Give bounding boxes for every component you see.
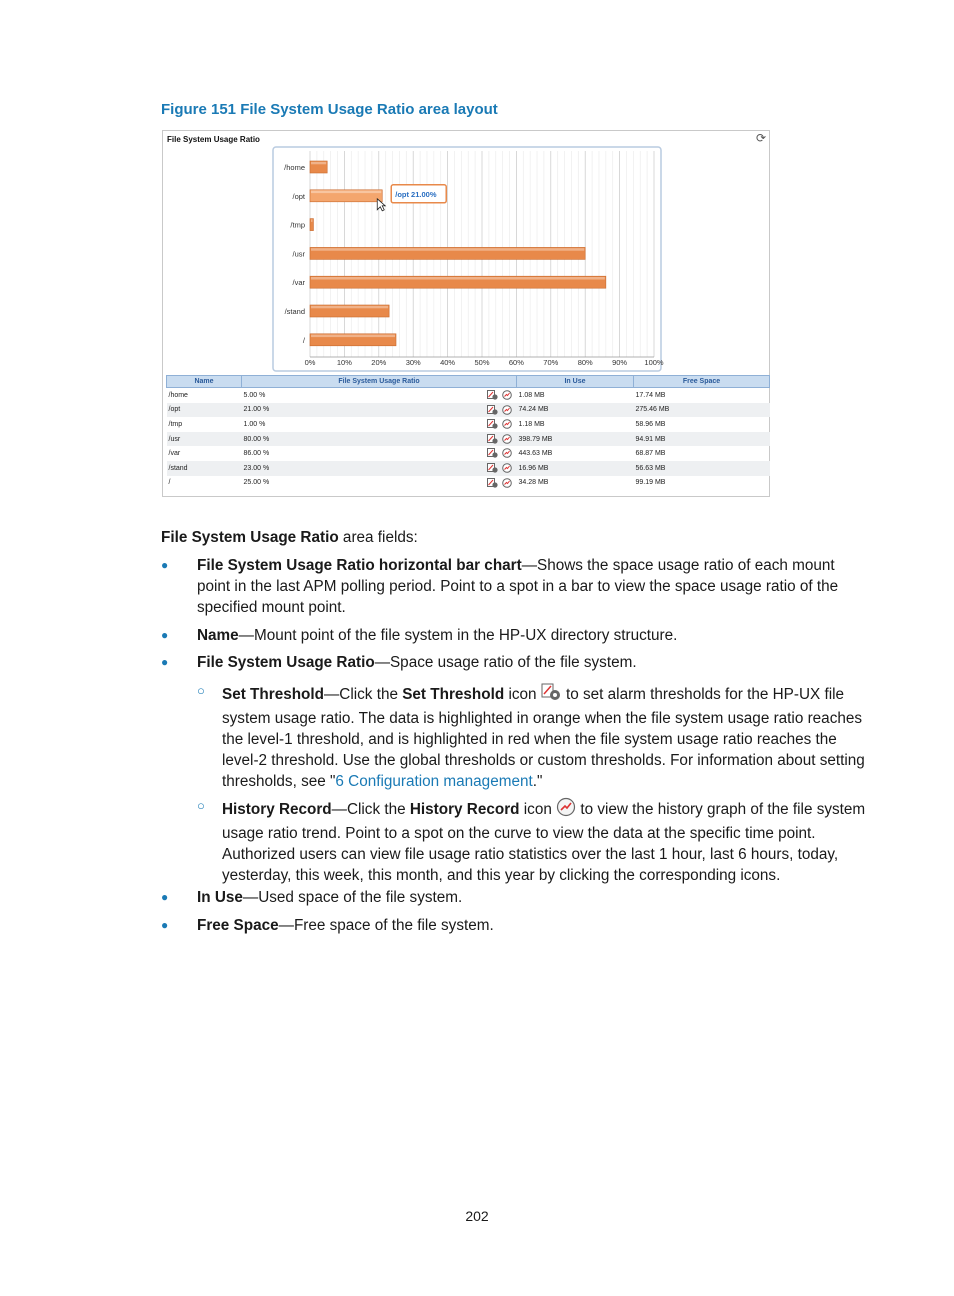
set-threshold-icon[interactable]: [487, 463, 498, 473]
cell-free-space: 56.63 MB: [634, 461, 770, 476]
configuration-management-link[interactable]: 6 Configuration management: [335, 773, 533, 790]
intro-line: [161, 527, 867, 548]
usage-bar-chart: [163, 131, 769, 375]
x-tick-label: 70%: [543, 358, 559, 367]
cell-ratio: [242, 417, 517, 432]
cell-ratio: [242, 388, 517, 403]
bullet-dot: ●: [161, 890, 169, 904]
cell-name: /home: [168, 391, 188, 399]
cell-in-use: 74.24 MB: [517, 403, 634, 418]
bullet-name: [197, 625, 867, 646]
b4-bold: In Use: [197, 889, 243, 906]
y-category-label: /home: [284, 163, 305, 172]
history-record-icon[interactable]: [502, 448, 513, 458]
page-number: 202: [465, 1208, 489, 1224]
s2-mid2: icon: [519, 801, 557, 818]
cell-ratio-value: 1.00 %: [243, 420, 266, 428]
panel-title: File System Usage Ratio: [167, 135, 260, 144]
cell-free-space: 94.91 MB: [634, 432, 770, 447]
set-threshold-icon[interactable]: [487, 478, 498, 488]
table-row: [167, 403, 770, 418]
b1-rest: —Shows the space usage ratio of each mount point in the last APM polling period. Point to a spot in a bar to view the space usage ratio of the specified mount point.: [197, 557, 839, 616]
b5-rest: —Free space of the file system.: [278, 917, 494, 934]
cell-ratio-value: 25.00 %: [243, 479, 270, 487]
table-header-row: [167, 376, 770, 388]
set-threshold-icon: [541, 682, 562, 708]
x-tick-label: 50%: [474, 358, 490, 367]
sub-bullet-set-threshold: [222, 682, 867, 792]
bullet-bar-chart: [197, 555, 867, 618]
cell-ratio: [242, 476, 517, 491]
cell-ratio-value: 5.00 %: [243, 391, 266, 399]
cell-name: /stand: [167, 461, 242, 476]
b3-bold: File System Usage Ratio: [197, 654, 375, 671]
history-record-icon[interactable]: [502, 463, 513, 473]
bullet-usage-ratio: [197, 652, 867, 673]
cell-in-use: 1.08 MB: [518, 391, 545, 399]
cell-name: /usr: [167, 432, 242, 447]
cell-free-space: 68.87 MB: [635, 450, 666, 458]
bar-highlight: [311, 191, 381, 194]
x-tick-label: 20%: [371, 358, 387, 367]
header-name[interactable]: Name: [167, 376, 242, 388]
cell-in-use: 398.79 MB: [517, 432, 634, 447]
cell-name: /opt: [167, 403, 242, 418]
history-record-icon[interactable]: [502, 390, 513, 400]
table-row: [167, 476, 770, 491]
s1-bold2: Set Threshold: [402, 686, 505, 703]
b1-bold: File System Usage Ratio horizontal bar chart: [197, 557, 522, 574]
s1-mid1: —Click the: [324, 686, 403, 703]
set-threshold-icon[interactable]: [487, 405, 498, 415]
bullet-in-use: [197, 887, 867, 908]
b4-rest: —Used space of the file system.: [242, 889, 463, 906]
tooltip-text: /opt 21.00%: [395, 189, 437, 199]
cell-free-space: 275.46 MB: [634, 403, 770, 418]
file-system-usage-panel: [162, 130, 770, 497]
cell-in-use: 16.96 MB: [517, 461, 634, 476]
b2-bold: Name: [197, 627, 239, 644]
bar-highlight: [311, 306, 388, 309]
sub-bullet-circle: ○: [197, 683, 205, 698]
history-record-icon: [556, 797, 576, 823]
cell-ratio-value: 80.00 %: [243, 435, 270, 443]
s2-mid1: —Click the: [331, 801, 410, 818]
set-threshold-icon[interactable]: [487, 419, 498, 429]
cell-name: /tmp: [168, 420, 183, 428]
bar-highlight: [311, 335, 395, 338]
b2-rest: —Mount point of the file system in the HP-UX directory structure.: [238, 627, 678, 644]
s1-mid2: icon: [504, 686, 541, 703]
x-tick-label: 100%: [644, 358, 664, 367]
cell-name: /: [168, 479, 171, 487]
bullet-dot: ●: [161, 918, 169, 932]
set-threshold-icon[interactable]: [487, 448, 498, 458]
history-record-icon[interactable]: [502, 419, 513, 429]
table-row: [167, 432, 770, 447]
history-record-icon[interactable]: [502, 478, 513, 488]
history-record-icon[interactable]: [502, 405, 513, 415]
intro-bold: File System Usage Ratio: [161, 529, 339, 546]
set-threshold-icon[interactable]: [487, 434, 498, 444]
s2-rest: to view the history graph of the file system usage ratio trend. Point to a spot on the curve to view the data at the specific time point. Authorized users can view file usage ratio statistics over the last 1 hour, last 6 hours, today, yesterday, this week, this month, and this year by clicking the corresponding icons.: [222, 801, 866, 884]
s1-bold1: Set Threshold: [222, 686, 324, 703]
cell-free-space: 17.74 MB: [635, 391, 666, 399]
bar-highlight: [311, 277, 605, 280]
cell-name: /var: [168, 450, 181, 458]
bar-highlight: [311, 248, 584, 251]
table-row: [167, 417, 770, 432]
x-tick-label: 10%: [336, 358, 352, 367]
table-row: [167, 446, 770, 461]
s1-end: .": [532, 773, 543, 790]
table-row: [167, 461, 770, 476]
bar-highlight: [311, 162, 326, 165]
bullet-dot: ●: [161, 558, 169, 572]
cell-ratio: [242, 446, 517, 461]
refresh-icon[interactable]: ⟳: [755, 131, 766, 145]
sub-bullet-history-record: [222, 797, 867, 886]
bullet-dot: ●: [161, 655, 169, 669]
intro-rest: area fields:: [338, 529, 418, 546]
b5-bold: Free Space: [197, 917, 279, 934]
cell-ratio-value: 21.00 %: [243, 406, 270, 414]
y-category-label: /: [302, 335, 305, 345]
y-category-label: /tmp: [290, 220, 305, 230]
sub-bullet-circle: ○: [197, 798, 205, 813]
y-category-label: /stand: [284, 307, 305, 316]
x-tick-label: 40%: [440, 358, 456, 367]
table-row: [167, 388, 770, 403]
cell-free-space: 99.19 MB: [635, 479, 666, 487]
x-tick-label: 60%: [508, 358, 524, 367]
x-tick-label: 0%: [304, 358, 316, 367]
x-tick-label: 90%: [612, 358, 628, 367]
cell-ratio: [242, 403, 517, 418]
cell-in-use: 443.63 MB: [518, 450, 553, 458]
cell-ratio-value: 86.00 %: [243, 450, 270, 458]
y-category-label: /opt: [292, 191, 305, 201]
cell-ratio: [242, 461, 517, 476]
bar-highlight: [311, 219, 312, 222]
y-category-label: /var: [292, 278, 305, 288]
header-in-use[interactable]: In Use: [517, 376, 634, 388]
header-free-space[interactable]: Free Space: [634, 376, 770, 388]
set-threshold-icon[interactable]: [487, 390, 498, 400]
x-tick-label: 80%: [577, 358, 593, 367]
s1-rest: to set alarm thresholds for the HP-UX file system usage ratio. The data is highlighted in orange when the file system usage ratio reaches the level-1 threshold, and is highlighted in red when the file system usage ratio reaches the level-2 threshold. Use the global thresholds or custom thresholds. For information about setting thresholds, see ": [222, 686, 865, 790]
cell-free-space: 58.96 MB: [635, 420, 666, 428]
usage-table: [166, 375, 770, 490]
header-ratio[interactable]: File System Usage Ratio: [242, 376, 517, 388]
bullet-dot: ●: [161, 628, 169, 642]
s2-bold2: History Record: [409, 801, 520, 818]
b3-rest: —Space usage ratio of the file system.: [374, 654, 637, 671]
x-tick-label: 30%: [405, 358, 421, 367]
cell-in-use: 1.18 MB: [518, 420, 545, 428]
cell-ratio: [242, 432, 517, 447]
bullet-free-space: [197, 915, 867, 936]
cell-in-use: 34.28 MB: [518, 479, 549, 487]
y-category-label: /usr: [292, 249, 305, 259]
history-record-icon[interactable]: [502, 434, 513, 444]
cell-ratio-value: 23.00 %: [243, 464, 270, 472]
figure-caption: Figure 151 File System Usage Ratio area layout: [161, 101, 498, 118]
s2-bold1: History Record: [222, 801, 332, 818]
